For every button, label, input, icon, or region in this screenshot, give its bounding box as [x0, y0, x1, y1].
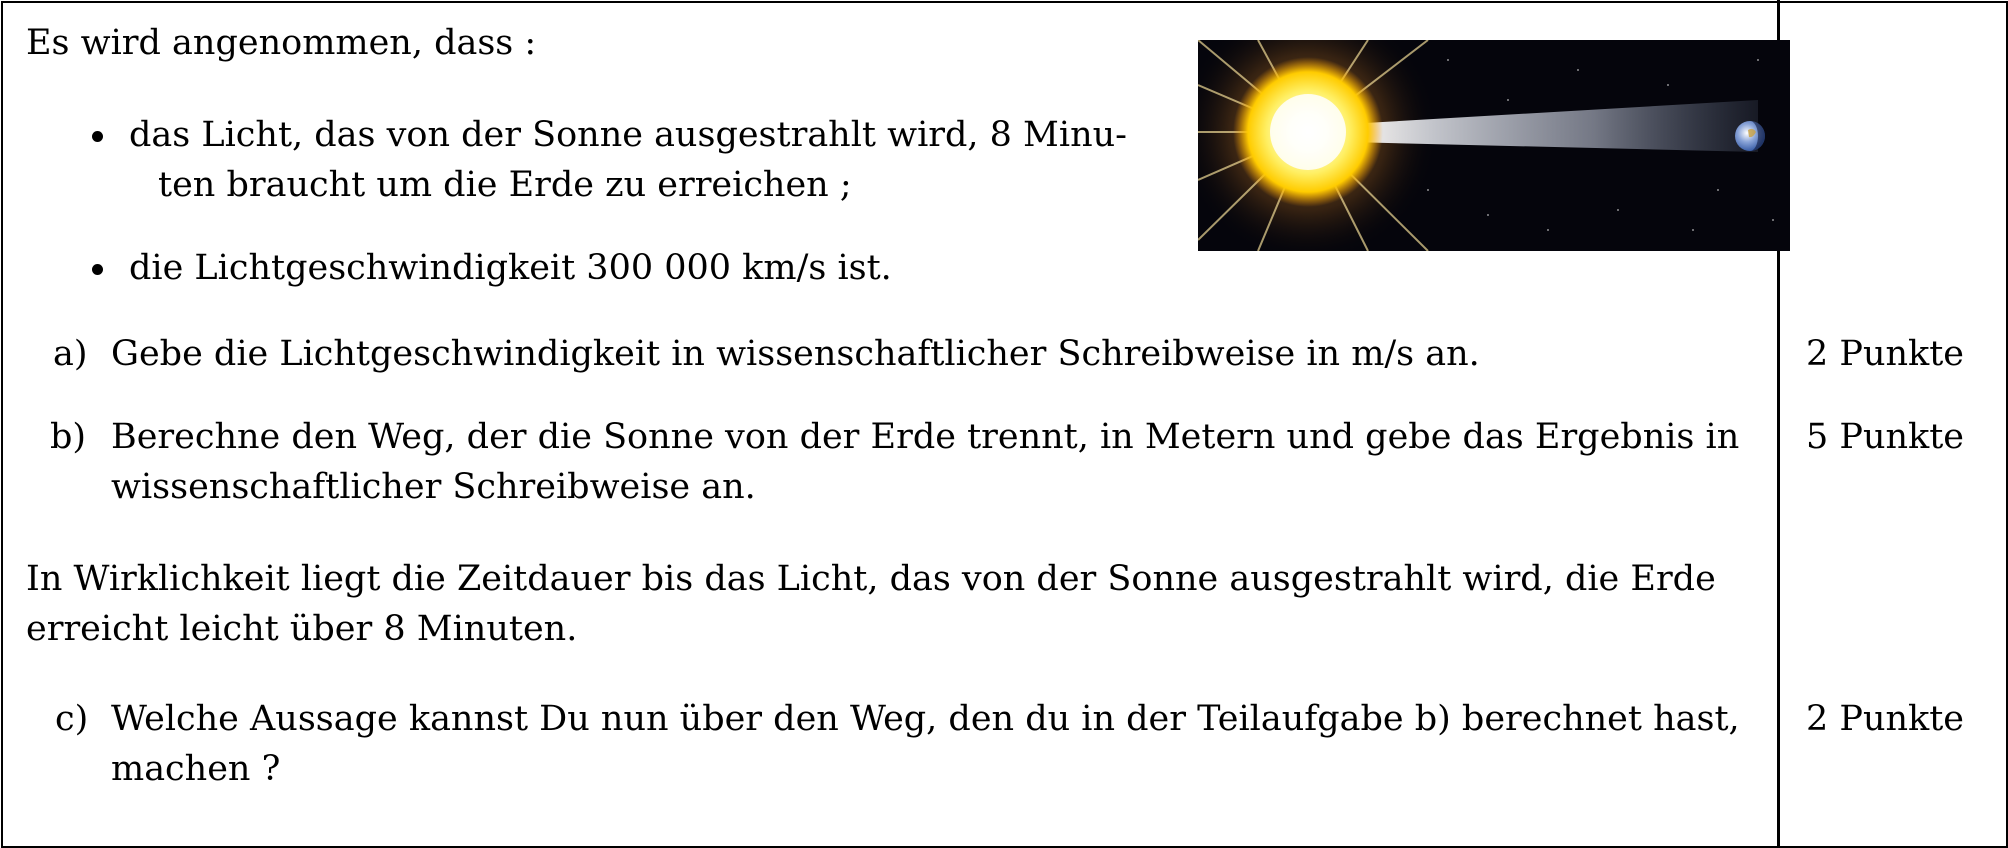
question-c-text-line-2: machen ?	[111, 749, 281, 789]
intro-text: Es wird angenommen, dass :	[26, 23, 537, 63]
question-a-points: 2 Punkte	[1806, 334, 1965, 374]
question-b-label: b)	[50, 417, 87, 457]
bullet-2-text: die Lichtgeschwindigkeit 300 000 km/s ist.	[129, 248, 892, 288]
question-c-text-line-1: Welche Aussage kannst Du nun über den Weg, den du in der Teilaufgabe b) berechnet hast,	[111, 699, 1740, 739]
bullet-1-line-2: ten braucht um die Erde zu erreichen ;	[158, 165, 852, 205]
question-a-text: Gebe die Lichtgeschwindigkeit in wissenschaftlicher Schreibweise in m/s an.	[111, 334, 1480, 374]
sun-earth-illustration	[1198, 40, 1790, 251]
bullet-dot	[92, 131, 103, 142]
question-c-label: c)	[55, 699, 89, 739]
reality-paragraph-line-1: In Wirklichkeit liegt die Zeitdauer bis das Licht, das von der Sonne ausgestrahlt wird, die Erde	[26, 559, 1716, 599]
question-c-points: 2 Punkte	[1806, 699, 1965, 739]
question-a-label: a)	[53, 334, 88, 374]
bullet-1-line-1: das Licht, das von der Sonne ausgestrahlt wird, 8 Minu-	[129, 115, 1127, 155]
question-b-text-line-1: Berechne den Weg, der die Sonne von der Erde trennt, in Metern und gebe das Ergebnis in	[111, 417, 1740, 457]
reality-paragraph-line-2: erreicht leicht über 8 Minuten.	[26, 609, 578, 649]
question-b-text-line-2: wissenschaftlicher Schreibweise an.	[111, 467, 756, 507]
question-b-points: 5 Punkte	[1806, 417, 1965, 457]
bullet-dot	[92, 264, 103, 275]
